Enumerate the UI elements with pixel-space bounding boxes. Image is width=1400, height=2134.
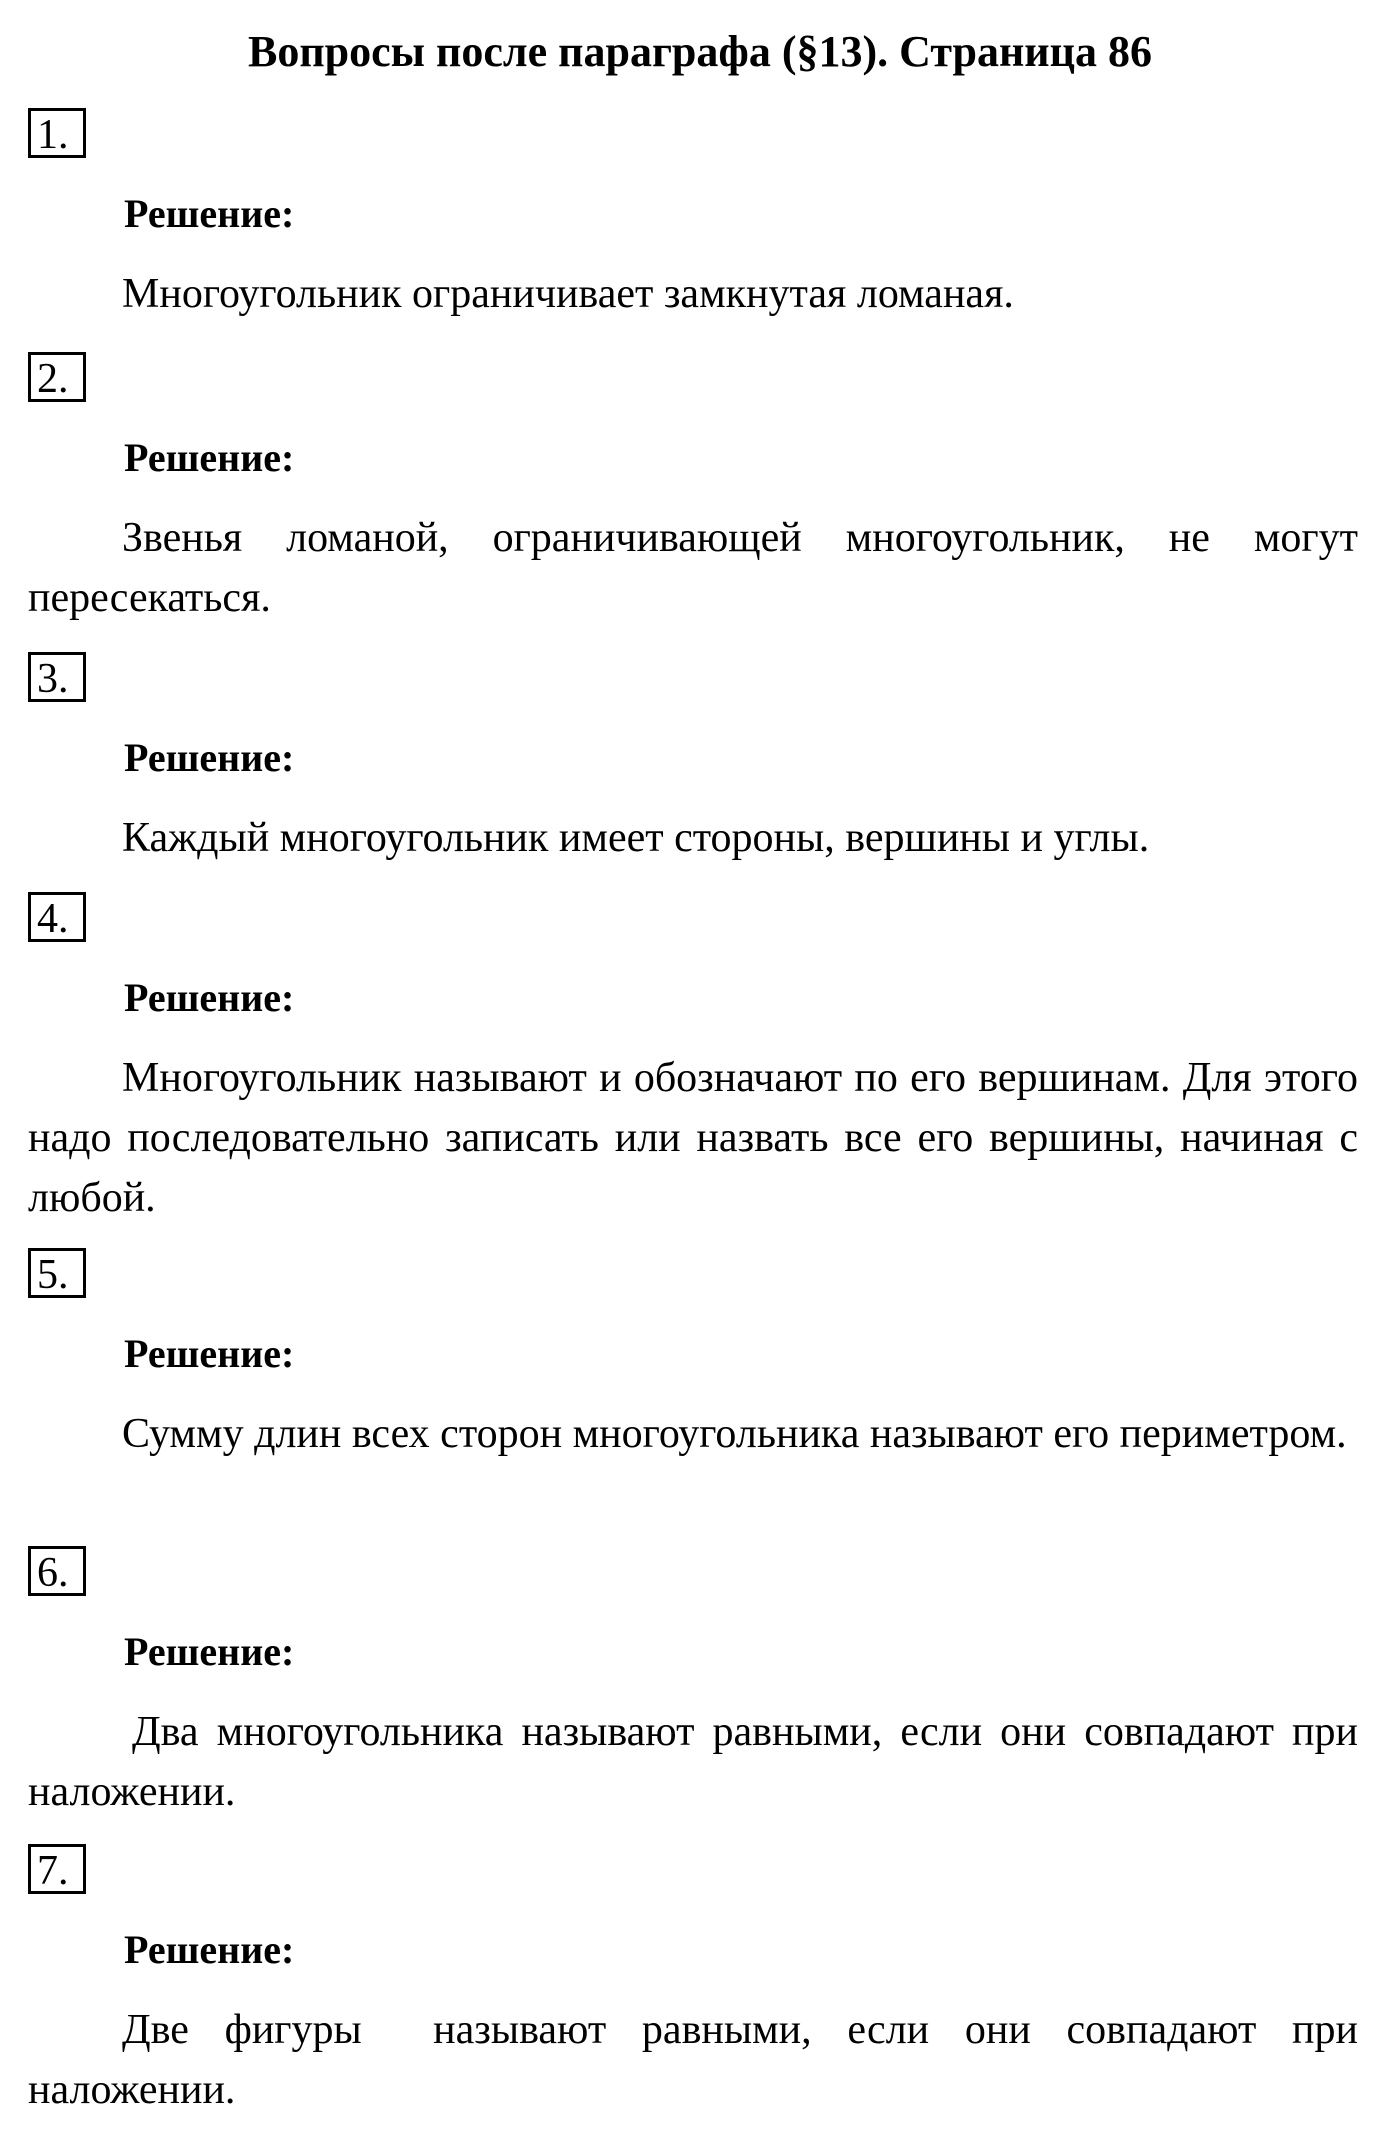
- question-number: 6.: [28, 1546, 86, 1596]
- question-number: 7.: [28, 1844, 86, 1894]
- answer-text: Каждый многоугольник имеет стороны, вершины и углы.: [122, 815, 1150, 861]
- question-number: 3.: [28, 652, 86, 702]
- solution-label: Решение:: [124, 435, 295, 480]
- question-number: 5.: [28, 1248, 86, 1298]
- question-6: [28, 1546, 1368, 1822]
- question-number: 2.: [28, 352, 86, 402]
- answer-text: Звенья ломаной, ограничивающей многоугольник, не могут пересекаться.: [28, 515, 1358, 621]
- answer-text: Две фигуры называют равными, если они совпадают при наложении.: [28, 2007, 1369, 2113]
- answer-text: Многоугольник называют и обозначают по его вершинам. Для этого надо последовательно записать или назвать все его вершины, начиная с любой.: [28, 1055, 1358, 1221]
- answer-text: Два многоугольника называют равными, если они совпадают при наложении.: [28, 1709, 1358, 1815]
- question-4: [28, 892, 1368, 1228]
- solution-label: Решение:: [124, 975, 295, 1020]
- question-7: [28, 1844, 1368, 2120]
- question-2: [28, 352, 1368, 628]
- solution-label: Решение:: [124, 1331, 295, 1376]
- solution-label: Решение:: [124, 1927, 295, 1972]
- question-number: 4.: [28, 892, 86, 942]
- question-5: [28, 1248, 1368, 1464]
- answer-text: Многоугольник ограничивает замкнутая ломаная.: [122, 271, 1014, 317]
- solution-label: Решение:: [124, 191, 295, 236]
- answer-text: Сумму длин всех сторон многоугольника называют его периметром.: [122, 1411, 1347, 1457]
- question-1: [28, 108, 1368, 324]
- solution-label: Решение:: [124, 735, 295, 780]
- question-number: 1.: [28, 108, 86, 158]
- page-title: Вопросы после параграфа (§13). Страница 86: [247, 27, 1153, 76]
- question-3: [28, 652, 1368, 868]
- solution-label: Решение:: [124, 1629, 295, 1674]
